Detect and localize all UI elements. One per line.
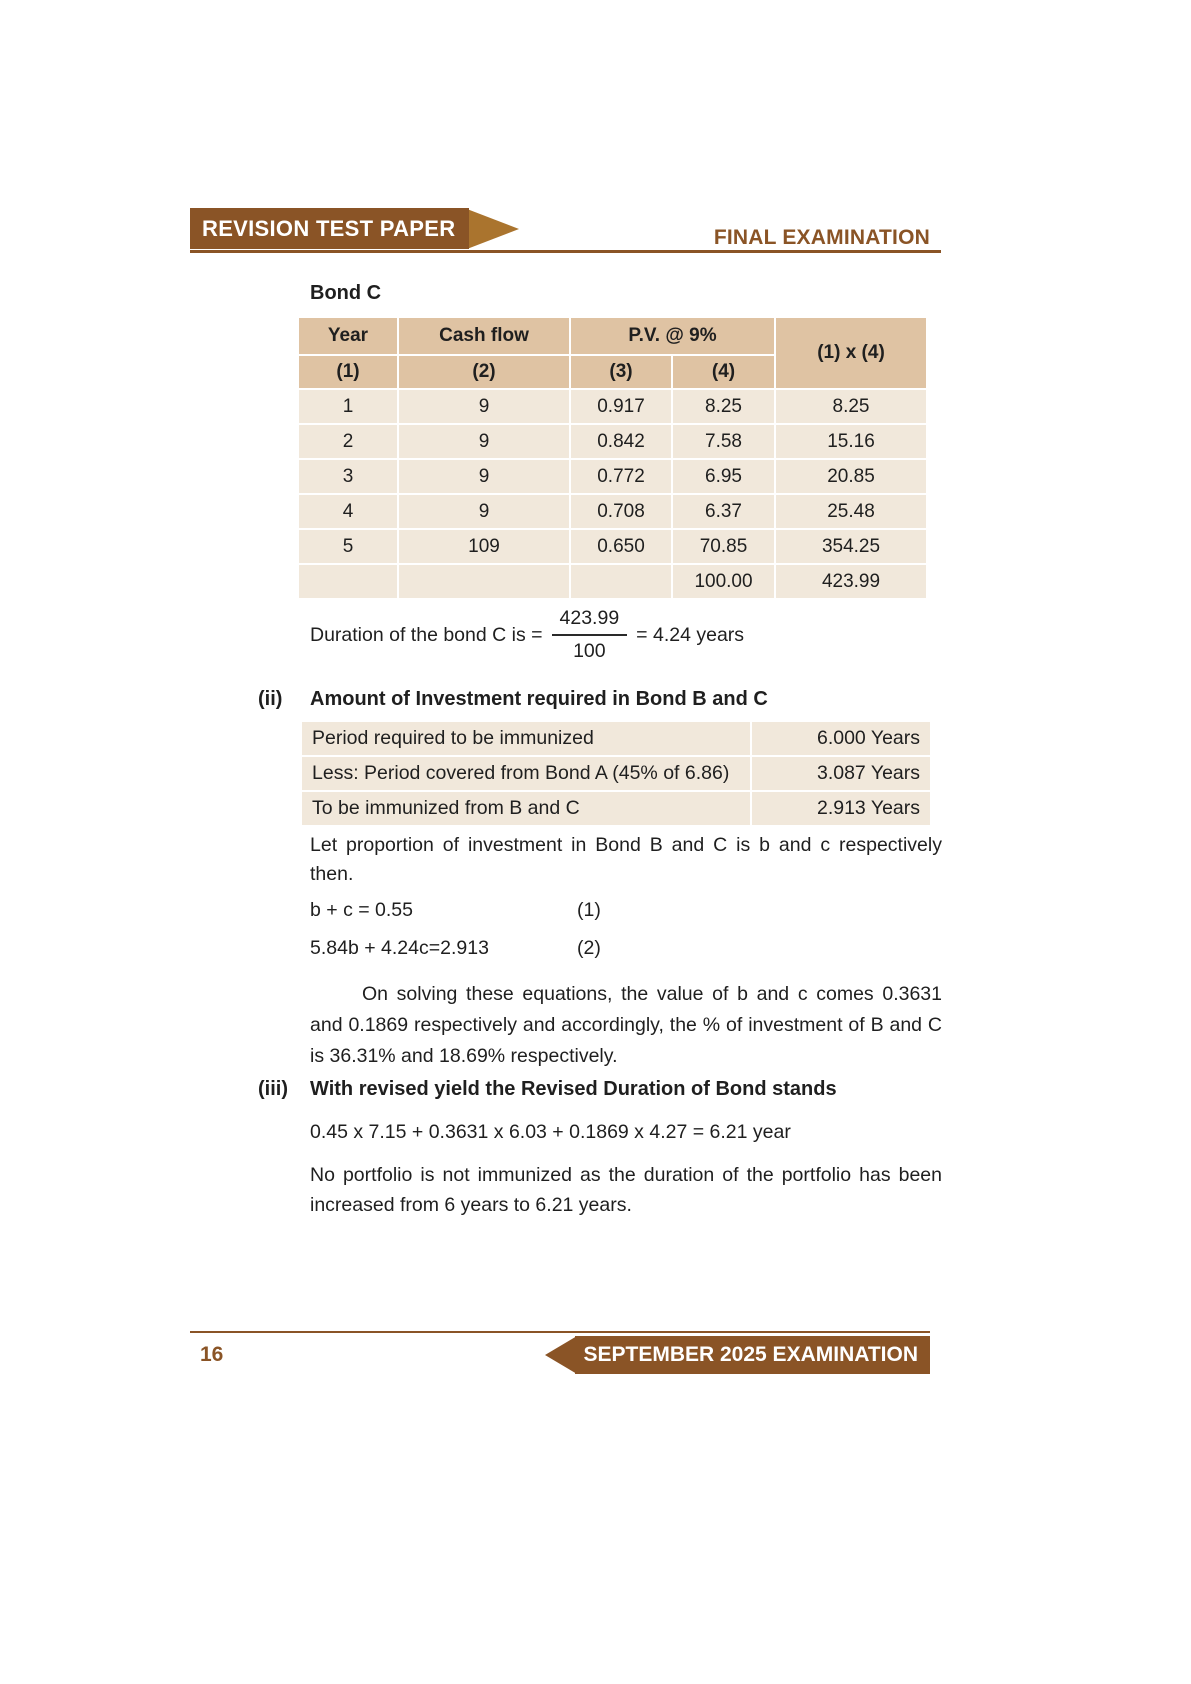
table-row — [301, 791, 931, 826]
table-row — [301, 721, 931, 756]
table-row — [298, 389, 927, 424]
table-cell: 0.842 — [570, 424, 672, 459]
table-header-row — [298, 317, 927, 355]
equation-1-text: b + c = 0.55 — [310, 899, 413, 921]
fraction-numerator: 423.99 — [552, 607, 628, 636]
col-product-header: (1) x (4) — [775, 317, 927, 389]
col-year-header: Year — [298, 317, 398, 355]
table-cell: 423.99 — [775, 564, 927, 599]
table-cell: 0.708 — [570, 494, 672, 529]
section-iii-marker: (iii) — [258, 1078, 288, 1100]
header-banner-arrow-icon — [467, 209, 519, 249]
fraction-denominator: 100 — [573, 640, 606, 662]
table-cell: 25.48 — [775, 494, 927, 529]
table-totals-row — [298, 564, 927, 599]
table-cell: 20.85 — [775, 459, 927, 494]
footer-page-number: 16 — [200, 1343, 224, 1366]
immunization-label: To be immunized from B and C — [301, 791, 751, 826]
bond-c-table — [297, 316, 928, 600]
table-cell: 9 — [398, 494, 570, 529]
table-cell: 354.25 — [775, 529, 927, 564]
immunization-value: 6.000 Years — [751, 721, 931, 756]
duration-line — [310, 607, 744, 663]
equation-1-number: (1) — [577, 899, 601, 921]
footer-banner-arrow-icon — [545, 1336, 577, 1374]
table-cell: 9 — [398, 459, 570, 494]
header-banner — [190, 208, 519, 249]
table-cell: 100.00 — [672, 564, 775, 599]
header-rule — [190, 250, 941, 253]
table-row — [298, 424, 927, 459]
table-cell: 8.25 — [672, 389, 775, 424]
table-cell: 1 — [298, 389, 398, 424]
col-pv-header: P.V. @ 9% — [570, 317, 775, 355]
table-cell: 5 — [298, 529, 398, 564]
table-cell: 3 — [298, 459, 398, 494]
table-cell: 0.650 — [570, 529, 672, 564]
equation-2-number: (2) — [577, 937, 601, 959]
table-cell: 9 — [398, 389, 570, 424]
table-cell — [570, 564, 672, 599]
para-conclusion: No portfolio is not immunized as the duration of the portfolio has been increased from 6 years to 6.21 years. — [310, 1164, 942, 1216]
table-cell: 6.95 — [672, 459, 775, 494]
table-cell: 6.37 — [672, 494, 775, 529]
immunization-value: 3.087 Years — [751, 756, 931, 791]
section-ii-heading: Amount of Investment required in Bond B and C — [310, 688, 768, 710]
subcol-4-header: (4) — [672, 355, 775, 389]
duration-result: = 4.24 years — [636, 623, 745, 646]
table-cell: 2 — [298, 424, 398, 459]
immunization-label: Less: Period covered from Bond A (45% of 6.86) — [301, 756, 751, 791]
table-row — [298, 459, 927, 494]
para-solving: On solving these equations, the value of b and c comes 0.3631 and 0.1869 respectively and accordingly, the % of investment of B and C is 36.31% and 18.69% respectively. — [310, 983, 942, 1067]
immunization-label: Period required to be immunized — [301, 721, 751, 756]
duration-prefix: Duration of the bond C is = — [310, 623, 543, 646]
table-cell — [298, 564, 398, 599]
equation-2 — [310, 937, 601, 960]
table-cell — [398, 564, 570, 599]
table-cell: 0.772 — [570, 459, 672, 494]
table-row — [298, 494, 927, 529]
footer-banner — [545, 1336, 930, 1374]
footer-rule — [190, 1331, 930, 1333]
header-right-title: FINAL EXAMINATION — [713, 226, 930, 249]
footer-banner-title: SEPTEMBER 2025 EXAMINATION — [575, 1336, 930, 1374]
para-proportion: Let proportion of investment in Bond B and C is b and c respectively then. — [310, 834, 942, 885]
col-cashflow-header: Cash flow — [398, 317, 570, 355]
bond-c-title: Bond C — [310, 282, 382, 304]
table-cell: 9 — [398, 424, 570, 459]
table-cell: 8.25 — [775, 389, 927, 424]
equation-2-text: 5.84b + 4.24c=2.913 — [310, 937, 489, 959]
equation-revised-duration: 0.45 x 7.15 + 0.3631 x 6.03 + 0.1869 x 4.27 = 6.21 year — [310, 1121, 791, 1143]
section-ii-marker: (ii) — [258, 688, 283, 710]
table-cell: 4 — [298, 494, 398, 529]
immunization-value: 2.913 Years — [751, 791, 931, 826]
equation-1 — [310, 899, 601, 922]
subcol-3-header: (3) — [570, 355, 672, 389]
table-cell: 15.16 — [775, 424, 927, 459]
duration-fraction — [552, 607, 628, 663]
table-cell: 70.85 — [672, 529, 775, 564]
table-cell: 109 — [398, 529, 570, 564]
subcol-2-header: (2) — [398, 355, 570, 389]
header-banner-title: REVISION TEST PAPER — [190, 208, 469, 249]
subcol-1-header: (1) — [298, 355, 398, 389]
table-cell: 7.58 — [672, 424, 775, 459]
table-cell: 0.917 — [570, 389, 672, 424]
immunization-table — [300, 720, 932, 827]
section-iii-heading: With revised yield the Revised Duration of Bond stands — [310, 1078, 837, 1100]
table-row — [301, 756, 931, 791]
table-row — [298, 529, 927, 564]
